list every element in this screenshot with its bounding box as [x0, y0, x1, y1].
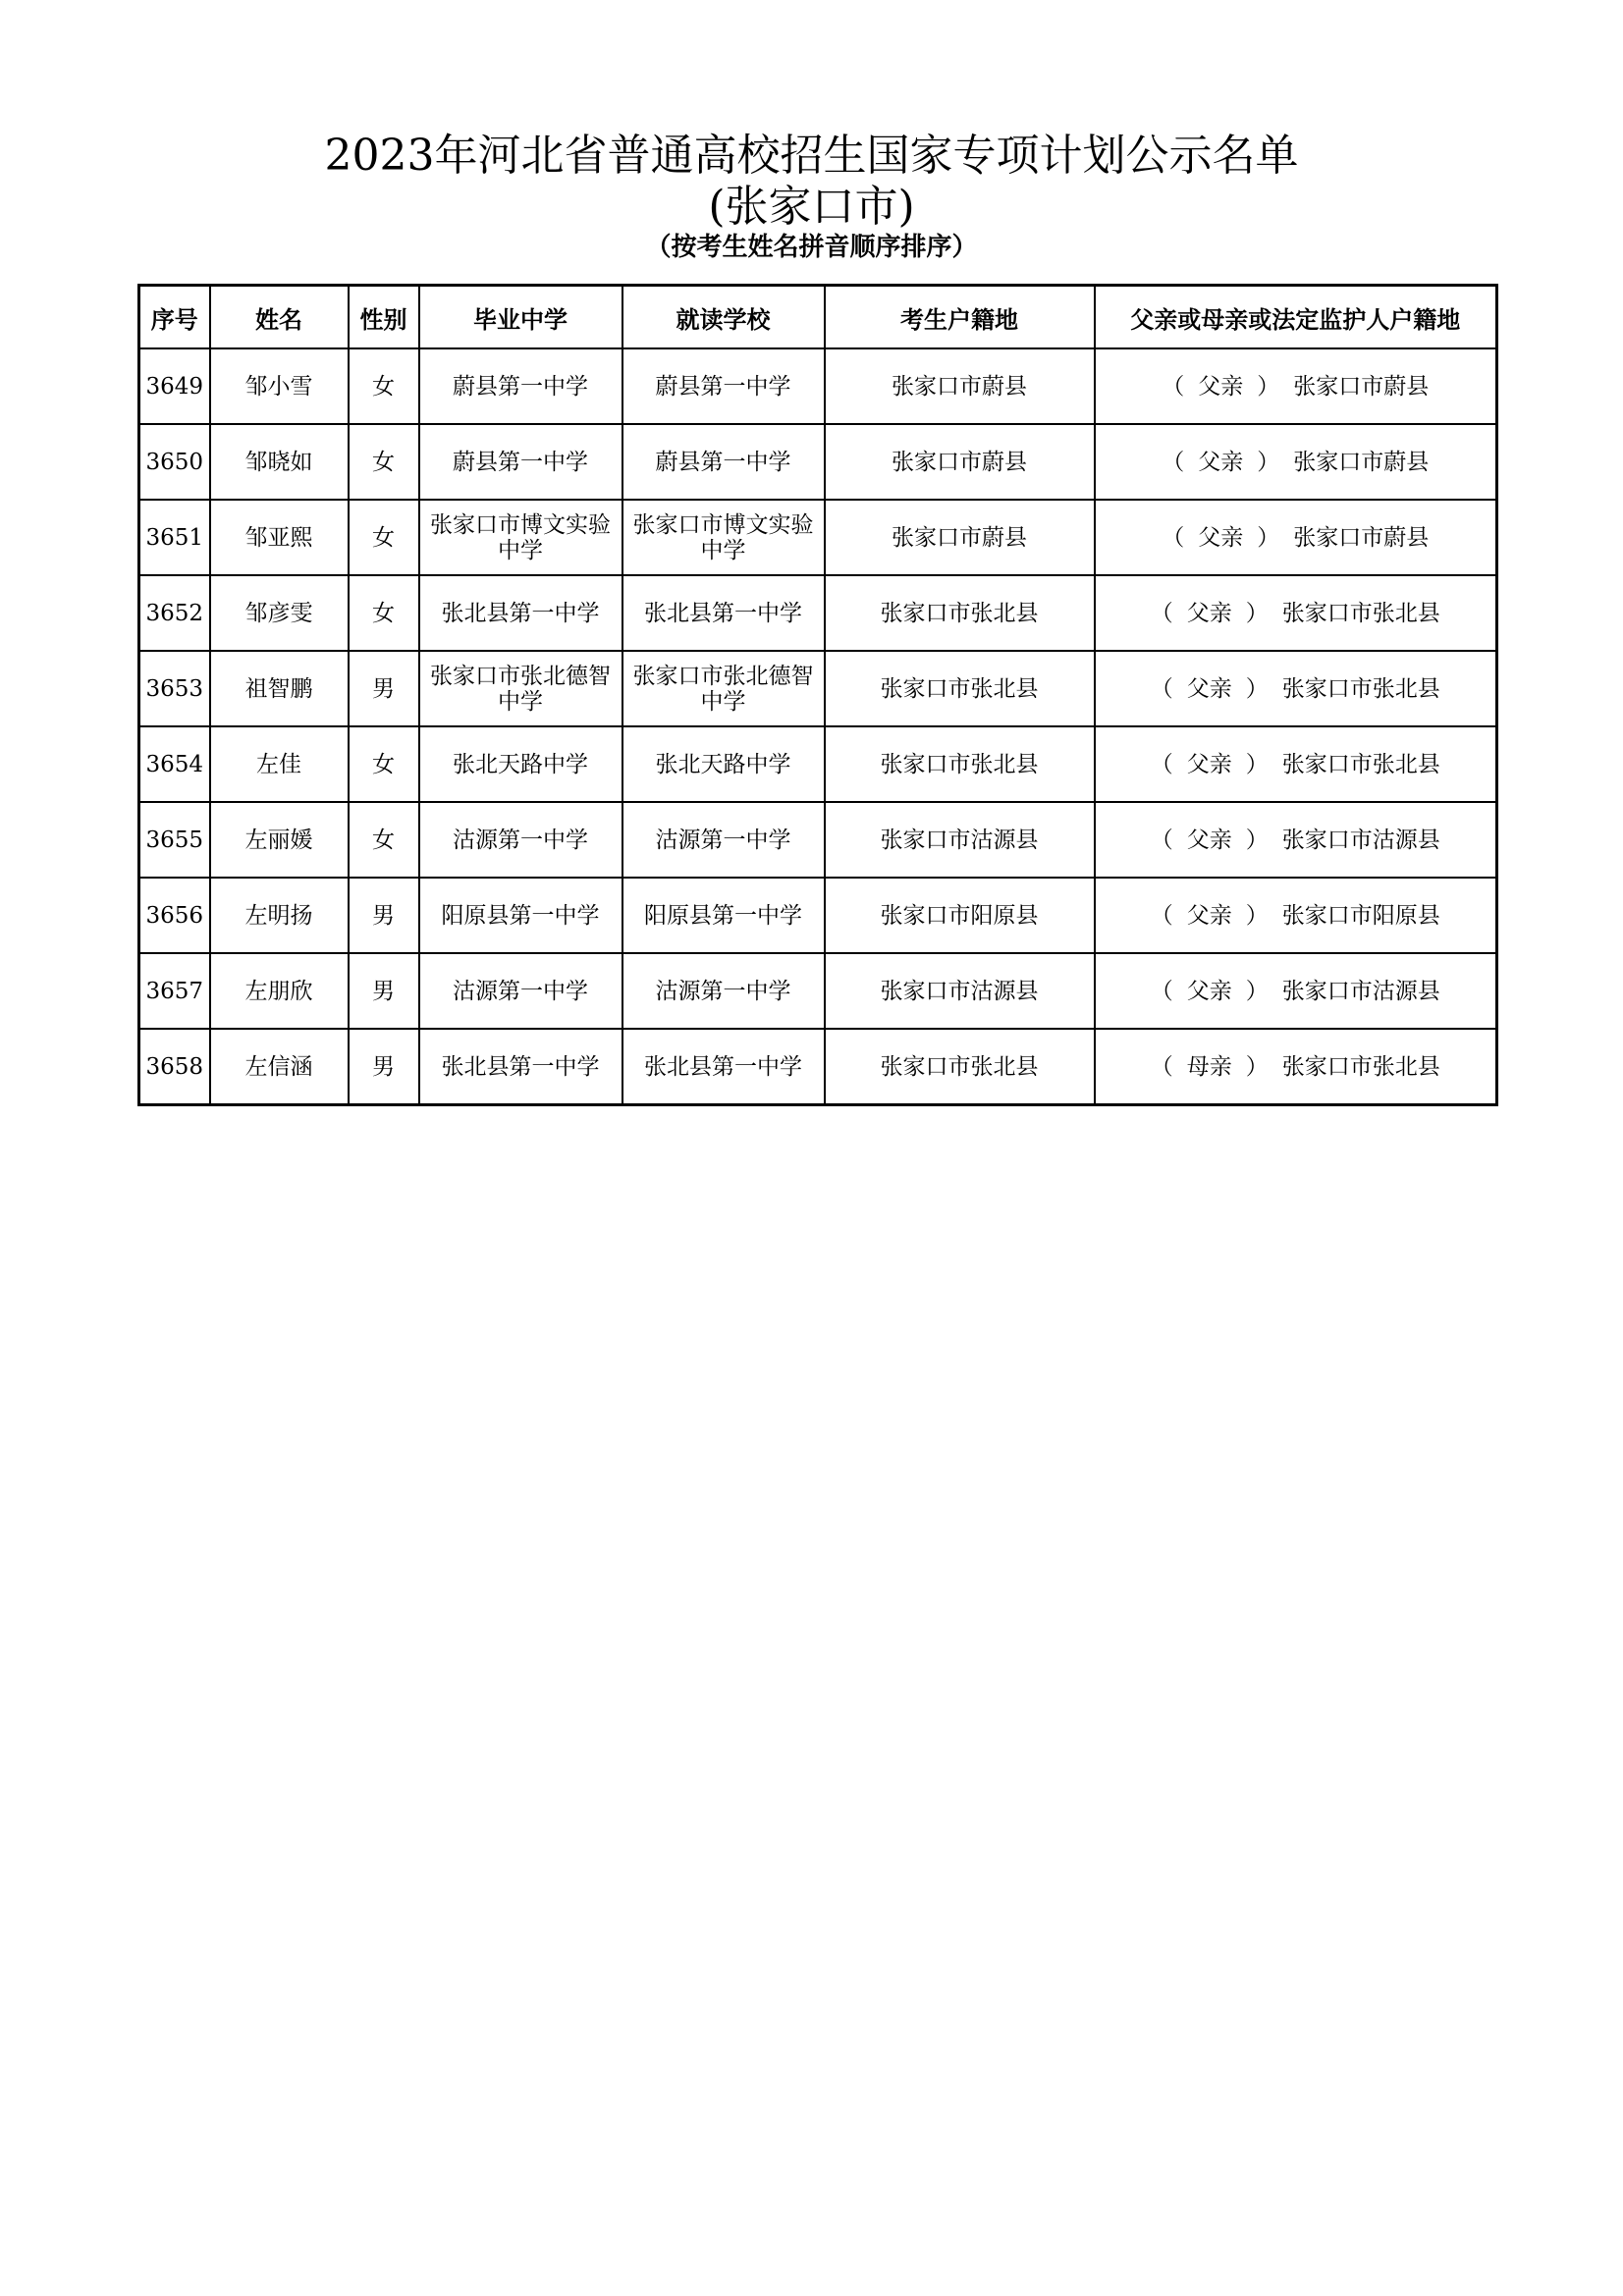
cell-seq: 3656: [139, 878, 210, 953]
cell-current-school: 阳原县第一中学: [622, 878, 825, 953]
table-header: [139, 286, 1497, 349]
cell-graduated-school: 张北县第一中学: [419, 1029, 622, 1105]
cell-current-school: 张北天路中学: [622, 726, 825, 802]
guardian-relation: 父亲: [1186, 675, 1232, 702]
cell-name: 邹小雪: [210, 348, 349, 424]
cell-graduated-school: 阳原县第一中学: [419, 878, 622, 953]
cell-household: 张家口市张北县: [825, 651, 1095, 726]
table-row: [139, 878, 1497, 953]
table-row: [139, 726, 1497, 802]
guardian-household: 张家口市张北县: [1281, 751, 1440, 777]
cell-gender: 女: [349, 348, 419, 424]
table-body: [139, 348, 1497, 1105]
guardian-household: 张家口市张北县: [1281, 1053, 1440, 1080]
guardian-household: 张家口市阳原县: [1281, 902, 1440, 929]
cell-name: 左明扬: [210, 878, 349, 953]
guardian-relation: 父亲: [1198, 449, 1244, 475]
table-row: [139, 424, 1497, 500]
cell-guardian-household: （ 父亲 ） 张家口市蔚县: [1095, 500, 1497, 575]
cell-seq: 3657: [139, 953, 210, 1029]
guardian-household: 张家口市蔚县: [1293, 524, 1430, 551]
cell-guardian-household: （ 父亲 ） 张家口市蔚县: [1095, 348, 1497, 424]
guardian-relation: 父亲: [1198, 524, 1244, 551]
cell-current-school: 张家口市博文实验中学: [622, 500, 825, 575]
guardian-relation: 父亲: [1186, 600, 1232, 626]
cell-current-school: 张北县第一中学: [622, 1029, 825, 1105]
column-header-current-school: 就读学校: [622, 286, 825, 349]
cell-guardian-household: （ 父亲 ） 张家口市蔚县: [1095, 424, 1497, 500]
column-header-seq: 序号: [139, 286, 210, 349]
cell-graduated-school: 张家口市张北德智中学: [419, 651, 622, 726]
table-row: [139, 500, 1497, 575]
guardian-household: 张家口市张北县: [1281, 675, 1440, 702]
cell-gender: 女: [349, 500, 419, 575]
cell-guardian-household: （ 父亲 ） 张家口市张北县: [1095, 726, 1497, 802]
cell-name: 邹晓如: [210, 424, 349, 500]
cell-seq: 3652: [139, 575, 210, 651]
guardian-relation: 父亲: [1198, 373, 1244, 400]
cell-graduated-school: 蔚县第一中学: [419, 424, 622, 500]
guardian-household: 张家口市沽源县: [1281, 827, 1440, 853]
table-row: [139, 348, 1497, 424]
sort-note: （按考生姓名拼音顺序排序）: [645, 233, 978, 262]
cell-seq: 3654: [139, 726, 210, 802]
cell-seq: 3649: [139, 348, 210, 424]
cell-seq: 3655: [139, 802, 210, 878]
table-row: [139, 575, 1497, 651]
cell-household: 张家口市蔚县: [825, 424, 1095, 500]
table-row: [139, 651, 1497, 726]
cell-graduated-school: 沽源第一中学: [419, 953, 622, 1029]
cell-guardian-household: （ 父亲 ） 张家口市阳原县: [1095, 878, 1497, 953]
cell-graduated-school: 张北天路中学: [419, 726, 622, 802]
cell-graduated-school: 张北县第一中学: [419, 575, 622, 651]
cell-guardian-household: （ 父亲 ） 张家口市沽源县: [1095, 802, 1497, 878]
cell-graduated-school: 沽源第一中学: [419, 802, 622, 878]
header-row: [139, 286, 1497, 349]
cell-current-school: 张北县第一中学: [622, 575, 825, 651]
cell-graduated-school: 张家口市博文实验中学: [419, 500, 622, 575]
cell-household: 张家口市张北县: [825, 575, 1095, 651]
cell-household: 张家口市张北县: [825, 726, 1095, 802]
cell-household: 张家口市蔚县: [825, 348, 1095, 424]
cell-household: 张家口市蔚县: [825, 500, 1095, 575]
table-row: [139, 802, 1497, 878]
guardian-household: 张家口市张北县: [1281, 600, 1440, 626]
cell-seq: 3651: [139, 500, 210, 575]
roster-table: [137, 284, 1498, 1106]
guardian-household: 张家口市蔚县: [1293, 449, 1430, 475]
cell-guardian-household: （ 父亲 ） 张家口市张北县: [1095, 575, 1497, 651]
cell-name: 左信涵: [210, 1029, 349, 1105]
document-subtitle: (张家口市): [708, 182, 915, 232]
cell-current-school: 蔚县第一中学: [622, 348, 825, 424]
cell-gender: 女: [349, 802, 419, 878]
cell-name: 左丽媛: [210, 802, 349, 878]
cell-gender: 女: [349, 575, 419, 651]
cell-seq: 3650: [139, 424, 210, 500]
column-header-gender: 性别: [349, 286, 419, 349]
guardian-household: 张家口市沽源县: [1281, 978, 1440, 1004]
cell-current-school: 张家口市张北德智中学: [622, 651, 825, 726]
cell-name: 左朋欣: [210, 953, 349, 1029]
table-row: [139, 1029, 1497, 1105]
guardian-household: 张家口市蔚县: [1293, 373, 1430, 400]
column-header-graduated-school: 毕业中学: [419, 286, 622, 349]
cell-household: 张家口市沽源县: [825, 802, 1095, 878]
cell-seq: 3658: [139, 1029, 210, 1105]
guardian-relation: 母亲: [1186, 1053, 1232, 1080]
cell-gender: 女: [349, 424, 419, 500]
cell-guardian-household: （ 父亲 ） 张家口市沽源县: [1095, 953, 1497, 1029]
cell-gender: 男: [349, 953, 419, 1029]
cell-current-school: 蔚县第一中学: [622, 424, 825, 500]
cell-name: 左佳: [210, 726, 349, 802]
cell-household: 张家口市沽源县: [825, 953, 1095, 1029]
cell-graduated-school: 蔚县第一中学: [419, 348, 622, 424]
cell-seq: 3653: [139, 651, 210, 726]
cell-name: 祖智鹏: [210, 651, 349, 726]
cell-current-school: 沽源第一中学: [622, 953, 825, 1029]
cell-gender: 男: [349, 651, 419, 726]
guardian-relation: 父亲: [1186, 902, 1232, 929]
table-row: [139, 953, 1497, 1029]
guardian-relation: 父亲: [1186, 978, 1232, 1004]
cell-name: 邹亚熙: [210, 500, 349, 575]
column-header-name: 姓名: [210, 286, 349, 349]
cell-guardian-household: （ 父亲 ） 张家口市张北县: [1095, 651, 1497, 726]
cell-household: 张家口市张北县: [825, 1029, 1095, 1105]
guardian-relation: 父亲: [1186, 751, 1232, 777]
cell-guardian-household: （ 母亲 ） 张家口市张北县: [1095, 1029, 1497, 1105]
document-title: 2023年河北省普通高校招生国家专项计划公示名单: [324, 131, 1299, 181]
cell-household: 张家口市阳原县: [825, 878, 1095, 953]
cell-name: 邹彦雯: [210, 575, 349, 651]
cell-gender: 女: [349, 726, 419, 802]
cell-current-school: 沽源第一中学: [622, 802, 825, 878]
column-header-guardian-household: 父亲或母亲或法定监护人户籍地: [1095, 286, 1497, 349]
guardian-relation: 父亲: [1186, 827, 1232, 853]
column-header-household: 考生户籍地: [825, 286, 1095, 349]
cell-gender: 男: [349, 878, 419, 953]
cell-gender: 男: [349, 1029, 419, 1105]
